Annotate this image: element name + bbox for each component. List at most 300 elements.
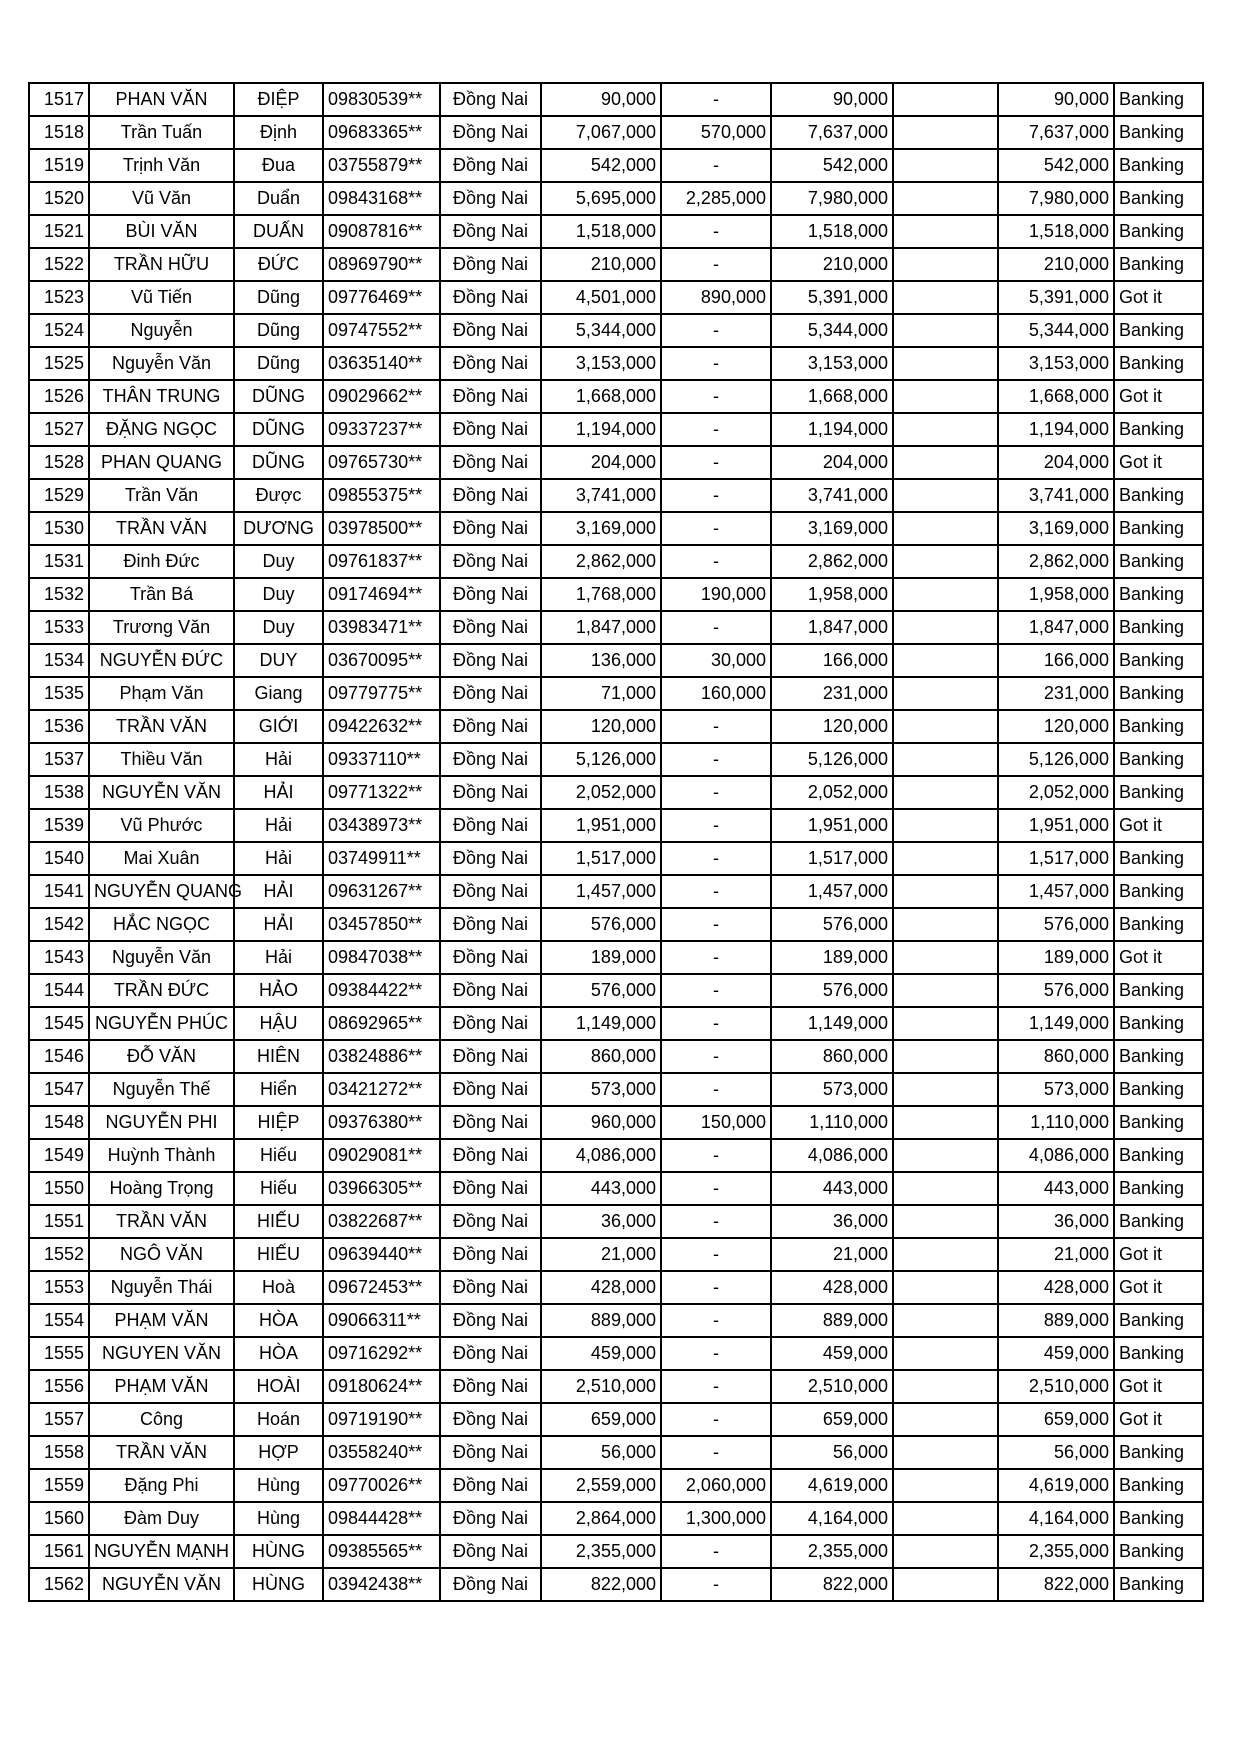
phone-masked: 09776469** bbox=[323, 281, 440, 314]
status: Banking bbox=[1114, 743, 1203, 776]
row-id: 1525 bbox=[29, 347, 89, 380]
last-name: Hải bbox=[234, 842, 323, 875]
first-name: PHẠM VĂN bbox=[89, 1370, 234, 1403]
table-row bbox=[29, 1172, 1203, 1205]
table-row bbox=[29, 677, 1203, 710]
row-id: 1556 bbox=[29, 1370, 89, 1403]
phone-masked: 09422632** bbox=[323, 710, 440, 743]
blank-cell bbox=[893, 908, 998, 941]
row-id: 1544 bbox=[29, 974, 89, 1007]
table-row bbox=[29, 1403, 1203, 1436]
amount-main: 1,847,000 bbox=[541, 611, 661, 644]
row-id: 1530 bbox=[29, 512, 89, 545]
table-row bbox=[29, 413, 1203, 446]
amount-main: 428,000 bbox=[541, 1271, 661, 1304]
phone-masked: 03978500** bbox=[323, 512, 440, 545]
province: Đồng Nai bbox=[440, 149, 541, 182]
row-id: 1553 bbox=[29, 1271, 89, 1304]
last-name: DŨNG bbox=[234, 380, 323, 413]
amount-total: 166,000 bbox=[771, 644, 893, 677]
amount-main: 1,951,000 bbox=[541, 809, 661, 842]
amount-main: 889,000 bbox=[541, 1304, 661, 1337]
table-row bbox=[29, 446, 1203, 479]
amount-main: 5,344,000 bbox=[541, 314, 661, 347]
phone-masked: 09639440** bbox=[323, 1238, 440, 1271]
phone-masked: 09029662** bbox=[323, 380, 440, 413]
amount-extra: - bbox=[661, 1040, 771, 1073]
first-name: TRẦN VĂN bbox=[89, 1436, 234, 1469]
amount-extra: 190,000 bbox=[661, 578, 771, 611]
amount-total: 4,086,000 bbox=[771, 1139, 893, 1172]
blank-cell bbox=[893, 1535, 998, 1568]
phone-masked: 09847038** bbox=[323, 941, 440, 974]
last-name: HÙNG bbox=[234, 1535, 323, 1568]
table-row bbox=[29, 1205, 1203, 1238]
amount-extra: - bbox=[661, 1535, 771, 1568]
province: Đồng Nai bbox=[440, 743, 541, 776]
amount-main: 659,000 bbox=[541, 1403, 661, 1436]
status: Banking bbox=[1114, 314, 1203, 347]
amount-received: 889,000 bbox=[998, 1304, 1114, 1337]
phone-masked: 09747552** bbox=[323, 314, 440, 347]
status: Banking bbox=[1114, 215, 1203, 248]
amount-main: 459,000 bbox=[541, 1337, 661, 1370]
province: Đồng Nai bbox=[440, 776, 541, 809]
phone-masked: 09855375** bbox=[323, 479, 440, 512]
province: Đồng Nai bbox=[440, 1172, 541, 1205]
table-row bbox=[29, 1040, 1203, 1073]
amount-main: 2,862,000 bbox=[541, 545, 661, 578]
first-name: Trần Văn bbox=[89, 479, 234, 512]
phone-masked: 03558240** bbox=[323, 1436, 440, 1469]
amount-main: 576,000 bbox=[541, 908, 661, 941]
status: Banking bbox=[1114, 1139, 1203, 1172]
blank-cell bbox=[893, 1370, 998, 1403]
phone-masked: 03824886** bbox=[323, 1040, 440, 1073]
first-name: THÂN TRUNG bbox=[89, 380, 234, 413]
amount-extra: - bbox=[661, 710, 771, 743]
status: Banking bbox=[1114, 1073, 1203, 1106]
blank-cell bbox=[893, 314, 998, 347]
blank-cell bbox=[893, 83, 998, 116]
status: Banking bbox=[1114, 1304, 1203, 1337]
first-name: Trương Văn bbox=[89, 611, 234, 644]
blank-cell bbox=[893, 809, 998, 842]
amount-extra: - bbox=[661, 1436, 771, 1469]
amount-main: 2,559,000 bbox=[541, 1469, 661, 1502]
phone-masked: 09719190** bbox=[323, 1403, 440, 1436]
first-name: NGUYỄN QUANG bbox=[89, 875, 234, 908]
amount-extra: - bbox=[661, 446, 771, 479]
amount-received: 459,000 bbox=[998, 1337, 1114, 1370]
province: Đồng Nai bbox=[440, 1370, 541, 1403]
blank-cell bbox=[893, 974, 998, 1007]
amount-extra: - bbox=[661, 1007, 771, 1040]
first-name: Mai Xuân bbox=[89, 842, 234, 875]
phone-masked: 09337110** bbox=[323, 743, 440, 776]
amount-received: 542,000 bbox=[998, 149, 1114, 182]
phone-masked: 09180624** bbox=[323, 1370, 440, 1403]
amount-received: 2,510,000 bbox=[998, 1370, 1114, 1403]
amount-main: 56,000 bbox=[541, 1436, 661, 1469]
status: Banking bbox=[1114, 182, 1203, 215]
first-name: Trịnh Văn bbox=[89, 149, 234, 182]
province: Đồng Nai bbox=[440, 1139, 541, 1172]
amount-total: 5,126,000 bbox=[771, 743, 893, 776]
row-id: 1532 bbox=[29, 578, 89, 611]
amount-extra: - bbox=[661, 776, 771, 809]
amount-extra: - bbox=[661, 314, 771, 347]
blank-cell bbox=[893, 677, 998, 710]
table-row bbox=[29, 116, 1203, 149]
amount-main: 204,000 bbox=[541, 446, 661, 479]
amount-extra: - bbox=[661, 1238, 771, 1271]
row-id: 1545 bbox=[29, 1007, 89, 1040]
last-name: Hiếu bbox=[234, 1139, 323, 1172]
blank-cell bbox=[893, 446, 998, 479]
amount-total: 7,637,000 bbox=[771, 116, 893, 149]
amount-total: 1,457,000 bbox=[771, 875, 893, 908]
table-row bbox=[29, 182, 1203, 215]
row-id: 1535 bbox=[29, 677, 89, 710]
amount-received: 4,619,000 bbox=[998, 1469, 1114, 1502]
table-row bbox=[29, 1106, 1203, 1139]
row-id: 1518 bbox=[29, 116, 89, 149]
amount-main: 3,169,000 bbox=[541, 512, 661, 545]
table-row bbox=[29, 215, 1203, 248]
table-row bbox=[29, 1370, 1203, 1403]
last-name: Duy bbox=[234, 578, 323, 611]
last-name: Hùng bbox=[234, 1469, 323, 1502]
phone-masked: 03457850** bbox=[323, 908, 440, 941]
amount-main: 21,000 bbox=[541, 1238, 661, 1271]
blank-cell bbox=[893, 1205, 998, 1238]
blank-cell bbox=[893, 1040, 998, 1073]
province: Đồng Nai bbox=[440, 1337, 541, 1370]
amount-total: 576,000 bbox=[771, 908, 893, 941]
amount-total: 56,000 bbox=[771, 1436, 893, 1469]
amount-received: 90,000 bbox=[998, 83, 1114, 116]
province: Đồng Nai bbox=[440, 182, 541, 215]
table-row bbox=[29, 512, 1203, 545]
amount-received: 2,355,000 bbox=[998, 1535, 1114, 1568]
blank-cell bbox=[893, 1106, 998, 1139]
row-id: 1521 bbox=[29, 215, 89, 248]
last-name: HIẾU bbox=[234, 1205, 323, 1238]
amount-extra: - bbox=[661, 1403, 771, 1436]
amount-main: 443,000 bbox=[541, 1172, 661, 1205]
amount-total: 1,518,000 bbox=[771, 215, 893, 248]
table-row bbox=[29, 83, 1203, 116]
amount-total: 3,169,000 bbox=[771, 512, 893, 545]
amount-extra: 30,000 bbox=[661, 644, 771, 677]
last-name: Hoán bbox=[234, 1403, 323, 1436]
row-id: 1523 bbox=[29, 281, 89, 314]
row-id: 1528 bbox=[29, 446, 89, 479]
status: Got it bbox=[1114, 1403, 1203, 1436]
last-name: HÒA bbox=[234, 1337, 323, 1370]
amount-received: 5,344,000 bbox=[998, 314, 1114, 347]
amount-received: 56,000 bbox=[998, 1436, 1114, 1469]
province: Đồng Nai bbox=[440, 1403, 541, 1436]
amount-main: 5,126,000 bbox=[541, 743, 661, 776]
amount-main: 860,000 bbox=[541, 1040, 661, 1073]
table-row bbox=[29, 974, 1203, 1007]
blank-cell bbox=[893, 248, 998, 281]
province: Đồng Nai bbox=[440, 974, 541, 1007]
amount-extra: 160,000 bbox=[661, 677, 771, 710]
phone-masked: 03942438** bbox=[323, 1568, 440, 1601]
amount-extra: 570,000 bbox=[661, 116, 771, 149]
amount-total: 5,344,000 bbox=[771, 314, 893, 347]
amount-total: 1,149,000 bbox=[771, 1007, 893, 1040]
amount-extra: - bbox=[661, 908, 771, 941]
first-name: Vũ Văn bbox=[89, 182, 234, 215]
payout-table bbox=[28, 82, 1204, 1602]
blank-cell bbox=[893, 1304, 998, 1337]
first-name: Thiều Văn bbox=[89, 743, 234, 776]
province: Đồng Nai bbox=[440, 842, 541, 875]
province: Đồng Nai bbox=[440, 281, 541, 314]
phone-masked: 09716292** bbox=[323, 1337, 440, 1370]
amount-main: 3,153,000 bbox=[541, 347, 661, 380]
last-name: Duẩn bbox=[234, 182, 323, 215]
amount-total: 576,000 bbox=[771, 974, 893, 1007]
blank-cell bbox=[893, 1139, 998, 1172]
blank-cell bbox=[893, 611, 998, 644]
amount-total: 4,164,000 bbox=[771, 1502, 893, 1535]
amount-received: 7,637,000 bbox=[998, 116, 1114, 149]
blank-cell bbox=[893, 116, 998, 149]
status: Banking bbox=[1114, 116, 1203, 149]
last-name: DUẤN bbox=[234, 215, 323, 248]
row-id: 1540 bbox=[29, 842, 89, 875]
row-id: 1529 bbox=[29, 479, 89, 512]
last-name: Hải bbox=[234, 809, 323, 842]
amount-extra: - bbox=[661, 479, 771, 512]
first-name: Hoàng Trọng bbox=[89, 1172, 234, 1205]
last-name: Hiển bbox=[234, 1073, 323, 1106]
row-id: 1549 bbox=[29, 1139, 89, 1172]
blank-cell bbox=[893, 1436, 998, 1469]
amount-received: 1,194,000 bbox=[998, 413, 1114, 446]
amount-total: 36,000 bbox=[771, 1205, 893, 1238]
phone-masked: 09771322** bbox=[323, 776, 440, 809]
amount-total: 1,951,000 bbox=[771, 809, 893, 842]
province: Đồng Nai bbox=[440, 1205, 541, 1238]
last-name: DUY bbox=[234, 644, 323, 677]
amount-received: 573,000 bbox=[998, 1073, 1114, 1106]
status: Banking bbox=[1114, 1535, 1203, 1568]
table-row bbox=[29, 743, 1203, 776]
last-name: ĐỨC bbox=[234, 248, 323, 281]
blank-cell bbox=[893, 578, 998, 611]
province: Đồng Nai bbox=[440, 1535, 541, 1568]
table-row bbox=[29, 1304, 1203, 1337]
table-row bbox=[29, 578, 1203, 611]
amount-total: 2,052,000 bbox=[771, 776, 893, 809]
amount-total: 2,510,000 bbox=[771, 1370, 893, 1403]
amount-received: 1,847,000 bbox=[998, 611, 1114, 644]
blank-cell bbox=[893, 1172, 998, 1205]
phone-masked: 09631267** bbox=[323, 875, 440, 908]
amount-main: 573,000 bbox=[541, 1073, 661, 1106]
province: Đồng Nai bbox=[440, 545, 541, 578]
status: Banking bbox=[1114, 413, 1203, 446]
amount-extra: - bbox=[661, 545, 771, 578]
province: Đồng Nai bbox=[440, 347, 541, 380]
phone-masked: 09087816** bbox=[323, 215, 440, 248]
phone-masked: 09683365** bbox=[323, 116, 440, 149]
table-row bbox=[29, 1139, 1203, 1172]
amount-total: 210,000 bbox=[771, 248, 893, 281]
amount-extra: - bbox=[661, 974, 771, 1007]
first-name: TRẦN ĐỨC bbox=[89, 974, 234, 1007]
amount-received: 1,149,000 bbox=[998, 1007, 1114, 1040]
table-row bbox=[29, 479, 1203, 512]
province: Đồng Nai bbox=[440, 1106, 541, 1139]
first-name: NGUYỄN VĂN bbox=[89, 776, 234, 809]
province: Đồng Nai bbox=[440, 809, 541, 842]
phone-masked: 09672453** bbox=[323, 1271, 440, 1304]
status: Banking bbox=[1114, 479, 1203, 512]
first-name: Trần Bá bbox=[89, 578, 234, 611]
amount-extra: - bbox=[661, 875, 771, 908]
first-name: NGUYỄN MẠNH bbox=[89, 1535, 234, 1568]
blank-cell bbox=[893, 743, 998, 776]
status: Banking bbox=[1114, 1205, 1203, 1238]
last-name: Dũng bbox=[234, 314, 323, 347]
table-row bbox=[29, 842, 1203, 875]
table-row bbox=[29, 941, 1203, 974]
first-name: NGUYỄN ĐỨC bbox=[89, 644, 234, 677]
status: Banking bbox=[1114, 776, 1203, 809]
amount-extra: 1,300,000 bbox=[661, 1502, 771, 1535]
amount-main: 210,000 bbox=[541, 248, 661, 281]
phone-masked: 03983471** bbox=[323, 611, 440, 644]
amount-total: 459,000 bbox=[771, 1337, 893, 1370]
status: Banking bbox=[1114, 1436, 1203, 1469]
amount-total: 4,619,000 bbox=[771, 1469, 893, 1502]
first-name: NGUYỄN PHI bbox=[89, 1106, 234, 1139]
amount-total: 7,980,000 bbox=[771, 182, 893, 215]
blank-cell bbox=[893, 215, 998, 248]
amount-main: 1,517,000 bbox=[541, 842, 661, 875]
phone-masked: 09384422** bbox=[323, 974, 440, 1007]
amount-extra: - bbox=[661, 809, 771, 842]
table-row bbox=[29, 545, 1203, 578]
province: Đồng Nai bbox=[440, 644, 541, 677]
table-row bbox=[29, 1337, 1203, 1370]
amount-extra: - bbox=[661, 1271, 771, 1304]
first-name: NGUYỄN PHÚC bbox=[89, 1007, 234, 1040]
table-row bbox=[29, 908, 1203, 941]
table-row bbox=[29, 1271, 1203, 1304]
amount-extra: - bbox=[661, 611, 771, 644]
blank-cell bbox=[893, 644, 998, 677]
last-name: Hoà bbox=[234, 1271, 323, 1304]
amount-received: 231,000 bbox=[998, 677, 1114, 710]
amount-extra: 150,000 bbox=[661, 1106, 771, 1139]
row-id: 1538 bbox=[29, 776, 89, 809]
amount-received: 1,110,000 bbox=[998, 1106, 1114, 1139]
blank-cell bbox=[893, 710, 998, 743]
first-name: Nguyễn bbox=[89, 314, 234, 347]
status: Banking bbox=[1114, 1469, 1203, 1502]
status: Got it bbox=[1114, 1271, 1203, 1304]
blank-cell bbox=[893, 1568, 998, 1601]
phone-masked: 03670095** bbox=[323, 644, 440, 677]
amount-total: 659,000 bbox=[771, 1403, 893, 1436]
phone-masked: 09843168** bbox=[323, 182, 440, 215]
last-name: HẢI bbox=[234, 908, 323, 941]
amount-total: 1,668,000 bbox=[771, 380, 893, 413]
phone-masked: 03822687** bbox=[323, 1205, 440, 1238]
phone-masked: 09174694** bbox=[323, 578, 440, 611]
amount-received: 2,862,000 bbox=[998, 545, 1114, 578]
amount-extra: - bbox=[661, 1205, 771, 1238]
row-id: 1548 bbox=[29, 1106, 89, 1139]
table-row bbox=[29, 380, 1203, 413]
status: Banking bbox=[1114, 512, 1203, 545]
blank-cell bbox=[893, 1007, 998, 1040]
first-name: Vũ Phước bbox=[89, 809, 234, 842]
status: Banking bbox=[1114, 578, 1203, 611]
status: Banking bbox=[1114, 644, 1203, 677]
amount-total: 428,000 bbox=[771, 1271, 893, 1304]
province: Đồng Nai bbox=[440, 479, 541, 512]
phone-masked: 09337237** bbox=[323, 413, 440, 446]
amount-main: 3,741,000 bbox=[541, 479, 661, 512]
amount-main: 1,194,000 bbox=[541, 413, 661, 446]
first-name: Công bbox=[89, 1403, 234, 1436]
amount-received: 1,518,000 bbox=[998, 215, 1114, 248]
first-name: TRẦN VĂN bbox=[89, 710, 234, 743]
amount-main: 1,457,000 bbox=[541, 875, 661, 908]
status: Got it bbox=[1114, 380, 1203, 413]
blank-cell bbox=[893, 1271, 998, 1304]
row-id: 1552 bbox=[29, 1238, 89, 1271]
amount-extra: 2,060,000 bbox=[661, 1469, 771, 1502]
row-id: 1520 bbox=[29, 182, 89, 215]
last-name: Định bbox=[234, 116, 323, 149]
amount-received: 4,086,000 bbox=[998, 1139, 1114, 1172]
amount-total: 1,517,000 bbox=[771, 842, 893, 875]
row-id: 1527 bbox=[29, 413, 89, 446]
amount-total: 231,000 bbox=[771, 677, 893, 710]
table-row bbox=[29, 1007, 1203, 1040]
amount-extra: - bbox=[661, 512, 771, 545]
amount-main: 2,864,000 bbox=[541, 1502, 661, 1535]
last-name: DƯƠNG bbox=[234, 512, 323, 545]
first-name: PHAN VĂN bbox=[89, 83, 234, 116]
first-name: NGÔ VĂN bbox=[89, 1238, 234, 1271]
amount-extra: - bbox=[661, 1073, 771, 1106]
amount-received: 1,457,000 bbox=[998, 875, 1114, 908]
last-name: HÙNG bbox=[234, 1568, 323, 1601]
province: Đồng Nai bbox=[440, 446, 541, 479]
amount-received: 3,169,000 bbox=[998, 512, 1114, 545]
row-id: 1522 bbox=[29, 248, 89, 281]
province: Đồng Nai bbox=[440, 875, 541, 908]
row-id: 1546 bbox=[29, 1040, 89, 1073]
table-row bbox=[29, 281, 1203, 314]
phone-masked: 09376380** bbox=[323, 1106, 440, 1139]
amount-total: 21,000 bbox=[771, 1238, 893, 1271]
province: Đồng Nai bbox=[440, 512, 541, 545]
amount-total: 2,862,000 bbox=[771, 545, 893, 578]
amount-received: 428,000 bbox=[998, 1271, 1114, 1304]
